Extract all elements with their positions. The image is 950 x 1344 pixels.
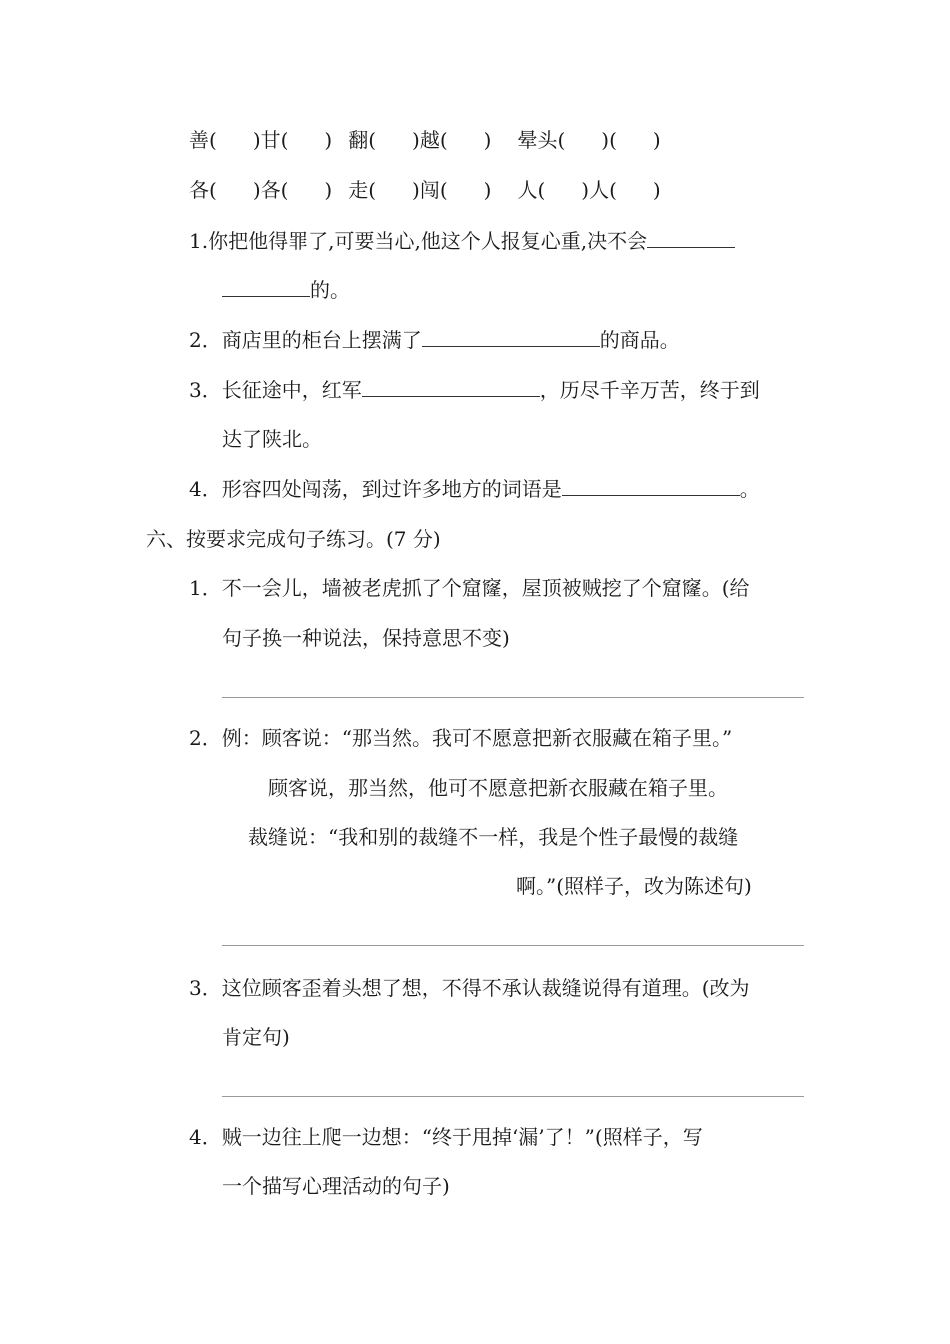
s6-item-3-line-2: 肯定句) (222, 1025, 290, 1049)
s6-item-1-line-2: 句子换一种说法，保持意思不变) (222, 626, 510, 650)
section-6-title: 六、按要求完成句子练习。(7 分) (146, 527, 441, 551)
s6-item-4-line-2: 一个描写心理活动的句子) (222, 1174, 450, 1198)
fill-row-2-part: ) (652, 178, 661, 202)
q5-item-1-line-2 (222, 276, 350, 304)
fill-row-2-part: )各( (252, 178, 289, 202)
q5-item-4-text: 4．形容四处闯荡，到过许多地方的词语是 (189, 477, 562, 501)
s6-item-2-line-1: 2．例：顾客说：“那当然。我可不愿意把新衣服藏在箱子里。” (189, 726, 733, 750)
fill-row-1-part: 善( (189, 128, 217, 152)
q5-item-4-text-end: 。 (739, 477, 760, 501)
q5-item-3-line-1 (189, 376, 760, 404)
q5-item-4 (189, 475, 760, 503)
q5-item-2 (189, 326, 680, 354)
fill-row-2-part: 走( (348, 178, 377, 202)
fill-row-1-part: ) (652, 128, 661, 152)
q5-item-3-text: 3．长征途中，红军 (189, 378, 362, 402)
s6-item-3-line-1: 3．这位顾客歪着头想了想，不得不承认裁缝说得有道理。(改为 (189, 976, 750, 1000)
fill-row-1-part: ) (483, 128, 492, 152)
answer-blank[interactable] (562, 475, 740, 496)
answer-blank[interactable] (362, 376, 540, 397)
answer-line[interactable] (222, 697, 804, 698)
s6-item-4-line-1: 4．贼一边往上爬一边想：“终于甩掉‘漏’了！”(照样子，写 (189, 1125, 703, 1149)
q5-item-1-line-1 (189, 227, 735, 255)
answer-blank[interactable] (422, 326, 600, 347)
fill-row-2-part: ) (324, 178, 333, 202)
q5-item-2-text-end: 的商品。 (599, 328, 680, 352)
fill-row-2-part: ) (483, 178, 492, 202)
fill-row-1-part: 翻( (348, 128, 377, 152)
answer-blank[interactable] (222, 276, 310, 297)
fill-row-1-part: )甘( (252, 128, 289, 152)
q5-item-3-line-2 (222, 425, 322, 453)
s6-item-1-line-1: 1．不一会儿，墙被老虎抓了个窟窿，屋顶被贼挖了个窟窿。(给 (189, 576, 750, 600)
q5-item-3-text-mid: ，历尽千辛万苦，终于到 (539, 378, 760, 402)
fill-row-2-part: 人( (517, 178, 546, 202)
fill-row-1-part: ) (324, 128, 333, 152)
q5-item-2-text: 2．商店里的柜台上摆满了 (189, 328, 422, 352)
answer-line[interactable] (222, 1096, 804, 1097)
fill-row-1 (189, 126, 661, 154)
s6-item-2-line-4: 啊。”(照样子，改为陈述句) (516, 874, 752, 898)
fill-row-2 (189, 176, 661, 204)
fill-row-1-part: 晕头( (517, 128, 566, 152)
fill-row-2-part: 各( (189, 178, 217, 202)
answer-line[interactable] (222, 945, 804, 946)
q5-item-3-text-end: 达了陕北。 (222, 427, 322, 451)
fill-row-1-part: )越( (412, 128, 448, 152)
s6-item-2-line-3: 裁缝说：“我和别的裁缝不一样，我是个性子最慢的裁缝 (248, 825, 739, 849)
q5-item-1-text-end: 的。 (310, 278, 350, 302)
answer-blank[interactable] (647, 227, 735, 248)
q5-item-1-text: 1.你把他得罪了,可要当心,他这个人报复心重,决不会 (189, 229, 648, 253)
fill-row-2-part: )闯( (412, 178, 448, 202)
fill-row-2-part: )人( (581, 178, 617, 202)
fill-row-1-part: )( (601, 128, 617, 152)
s6-item-2-line-2: 顾客说，那当然，他可不愿意把新衣服藏在箱子里。 (268, 776, 728, 800)
